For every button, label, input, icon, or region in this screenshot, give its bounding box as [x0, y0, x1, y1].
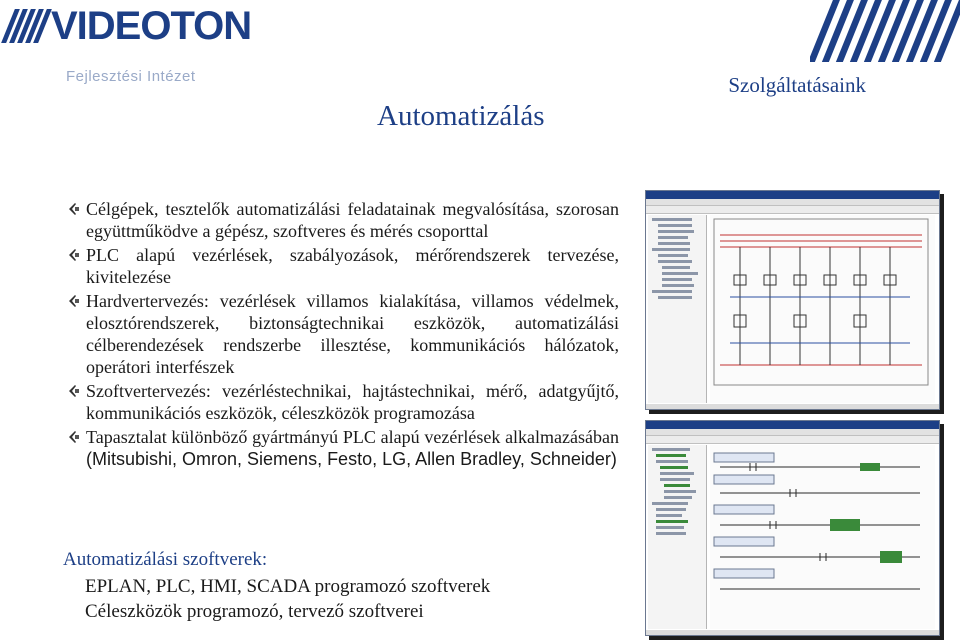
bullet-list [66, 198, 619, 472]
videoton-logo [8, 6, 251, 46]
page-title: Automatizálás [377, 100, 545, 132]
logo-text: VIDEOTON [51, 4, 252, 48]
list-item [66, 244, 619, 288]
bullet-text: Hardvertervezés: vezérlések villamos kialakítása, villamos védelmek, elosztórendszerek, biztonságtechnikai eszközök, automatizálási célberendezések rendszerbe illesztése, kommunikációs hálózatok, operátori interfészek [86, 291, 619, 377]
brand-stripes-graphic [810, 0, 960, 62]
pin-arrow-icon [68, 384, 80, 398]
list-item [66, 380, 619, 424]
logo-slashes [8, 9, 45, 43]
institute-subtitle: Fejlesztési Intézet [66, 68, 196, 85]
plc-project-tree [648, 445, 707, 629]
bullet-text: PLC alapú vezérlések, szabályozások, mérőrendszerek tervezése, kivitelezése [86, 245, 619, 287]
software-heading: Automatizálási szoftverek: [63, 549, 268, 570]
list-item [66, 290, 619, 378]
ladder-editor [710, 445, 935, 629]
pin-arrow-icon [68, 202, 80, 216]
services-label: Szolgáltatásaink [728, 73, 866, 97]
software-item: EPLAN, PLC, HMI, SCADA programozó szoftverek [85, 576, 491, 597]
pin-arrow-icon [68, 248, 80, 262]
bullet-text: Szoftvertervezés: vezérléstechnikai, hajtástechnikai, mérő, adatgyűjtő, kommunikációs eszközök, céleszközök programozása [86, 381, 619, 423]
project-tree [648, 215, 707, 403]
bullet-text: Tapasztalat különböző gyártmányú PLC alapú vezérlések alkalmazásában [86, 427, 619, 447]
pin-arrow-icon [68, 430, 80, 444]
schematic-canvas [710, 215, 935, 403]
list-item [66, 426, 619, 470]
list-item [66, 198, 619, 242]
eplan-screenshot [645, 190, 940, 410]
pin-arrow-icon [68, 294, 80, 308]
bullet-text: Célgépek, tesztelők automatizálási feladatainak megvalósítása, szorosan együttműködve a gépész, szoftveres és mérés csoporttal [86, 199, 619, 241]
software-item: Céleszközök programozó, tervező szoftverei [85, 601, 424, 622]
plc-brands-text: (Mitsubishi, Omron, Siemens, Festo, LG, Allen Bradley, Schneider) [86, 449, 617, 469]
plc-software-screenshot [645, 420, 940, 636]
